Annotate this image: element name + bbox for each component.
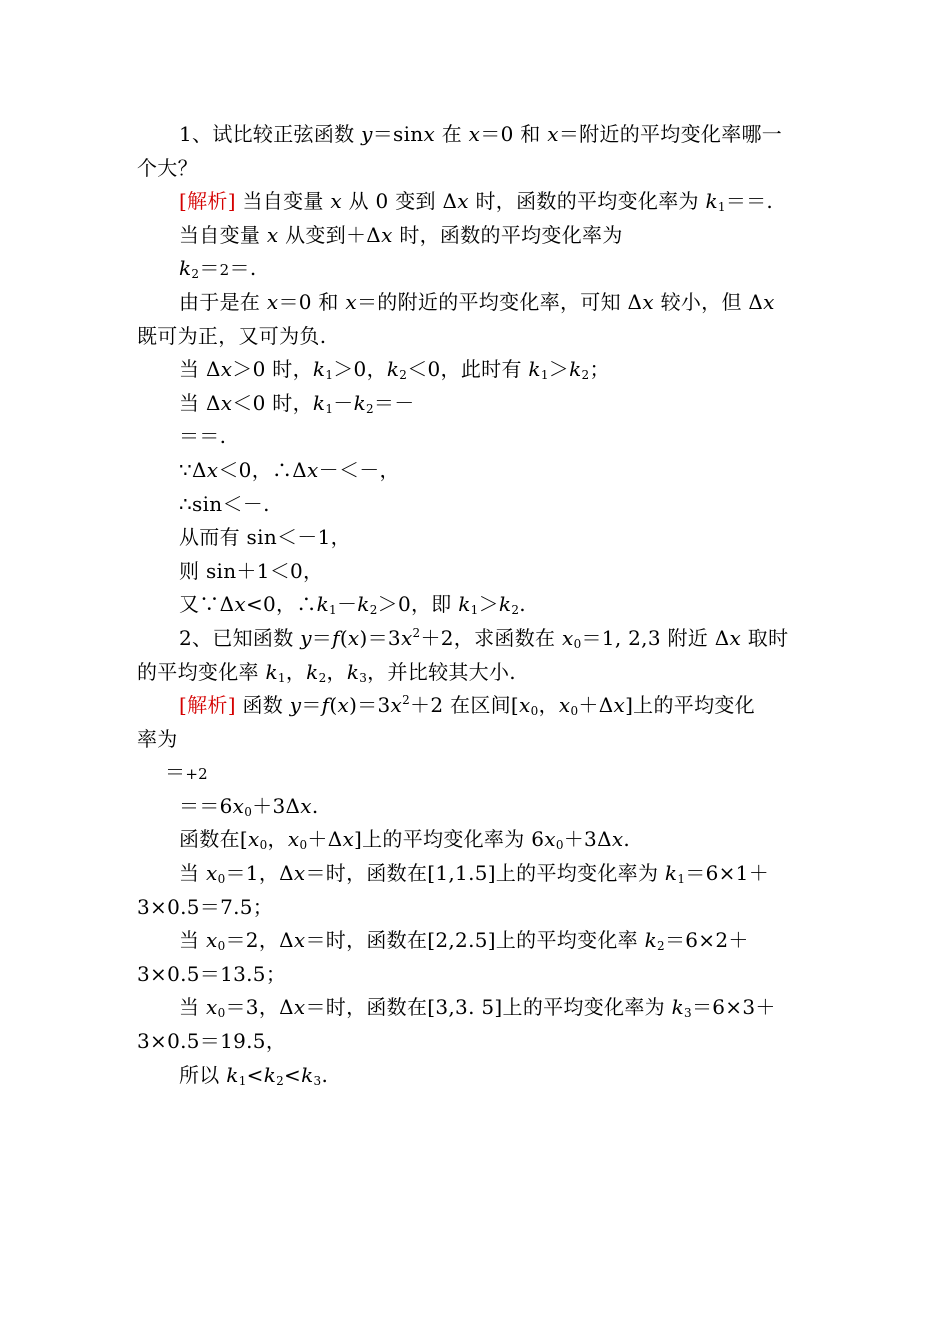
problem-1-solution-line-5: 既可为正，又可为负.	[137, 323, 327, 348]
problem-1-solution-line-11: 从而有 sin＜－1，	[179, 525, 351, 550]
problem-2-solution-line-7: 3×0.5＝7.5；	[137, 894, 274, 919]
problem-1-question-line-1: 1、试比较正弦函数 y＝sinx 在 x＝0 和 x＝附近的平均变化率哪一	[179, 122, 783, 146]
problem-1-solution-line-12: 则 sin＋1＜0，	[179, 558, 324, 583]
problem-2-solution-line-4: $==6x_0+3\Delta x$.	[179, 793, 319, 819]
problem-1-solution-line-6: 当 Δx＞0 时，$k_1>0$，$k_2<0$，此时有 $k_1>k_2$；	[179, 357, 610, 383]
problem-1-solution-line-4: 由于是在 x＝0 和 x＝的附近的平均变化率，可知 Δx 较小，但 Δx	[179, 289, 775, 314]
problem-1-solution-line-10: ∴sin＜－.	[179, 491, 270, 516]
problem-1-solution-line-13: 又∵Δx<0，$\therefore k_1-k_2>0$，即 $k_1>k_2$.	[179, 592, 526, 618]
problem-2-solution-line-10: 当 $x_0=3$，Δx＝时，函数在[3,3. 5]上的平均变化率为 $k_3=6\times 3+$	[179, 995, 776, 1021]
problem-1-question-line-2: 个大？	[137, 155, 198, 180]
problem-1-solution-line-1	[137, 185, 817, 219]
solution-text: 当自变量 x 从 0 变到 Δx 时，函数的平均变化率为 $k_1==$.	[242, 189, 774, 215]
problem-2-solution-line-9: 3×0.5＝13.5；	[137, 961, 287, 986]
problem-2-solution-line-3: ＝+2	[165, 760, 209, 785]
document-content	[137, 118, 817, 1092]
problem-1-solution-line-2: 当自变量 x 从变到＋Δx 时，函数的平均变化率为	[179, 222, 623, 247]
problem-2-solution-line-5: 函数在[$x_0$，$x_0+\Delta x$]上的平均变化率为 $6x_0+3\Delta x$.	[179, 827, 631, 853]
problem-2-solution-line-11: 3×0.5＝19.5，	[137, 1029, 287, 1054]
problem-2-question-line-2: 的平均变化率 $k_1$，$k_2$，$k_3$，并比较其大小.	[137, 659, 516, 685]
problem-2-question-line-1: 2、已知函数 $y=f(x)=3x^2+2$，求函数在 $x_0=1$, 2,3 附近 Δx 取时	[179, 625, 789, 651]
problem-2-solution-line-1	[137, 689, 817, 723]
problem-2-solution-line-2: 率为	[137, 726, 178, 751]
problem-2-solution-line-8: 当 $x_0=2$，Δx＝时，函数在[2,2.5]上的平均变化率 $k_2=6\times 2+$	[179, 928, 749, 954]
solution-text: 函数 $y=f(x)=3x^2+2$ 在区间[$x_0$，$x_0+\Delta x$]上的平均变化	[242, 693, 755, 719]
problem-1-solution-line-3: $k_2=2=$.	[179, 256, 257, 282]
problem-1-solution-line-8: ＝＝.	[179, 424, 227, 449]
problem-1-solution-line-7: 当 Δx＜0 时，$k_1-k_2=-$	[179, 390, 415, 416]
jiexi-label: [解析]	[179, 189, 236, 214]
problem-1-solution-line-9: ∵Δx＜0，∴Δx－＜－，	[179, 457, 400, 482]
problem-2-solution-line-6: 当 $x_0=1$，Δx＝时，函数在[1,1.5]上的平均变化率为 $k_1=6\times 1+$	[179, 861, 769, 887]
jiexi-label: [解析]	[179, 693, 236, 718]
problem-2-solution-line-12: 所以 $k_1<k_2<k_3$.	[179, 1062, 329, 1088]
